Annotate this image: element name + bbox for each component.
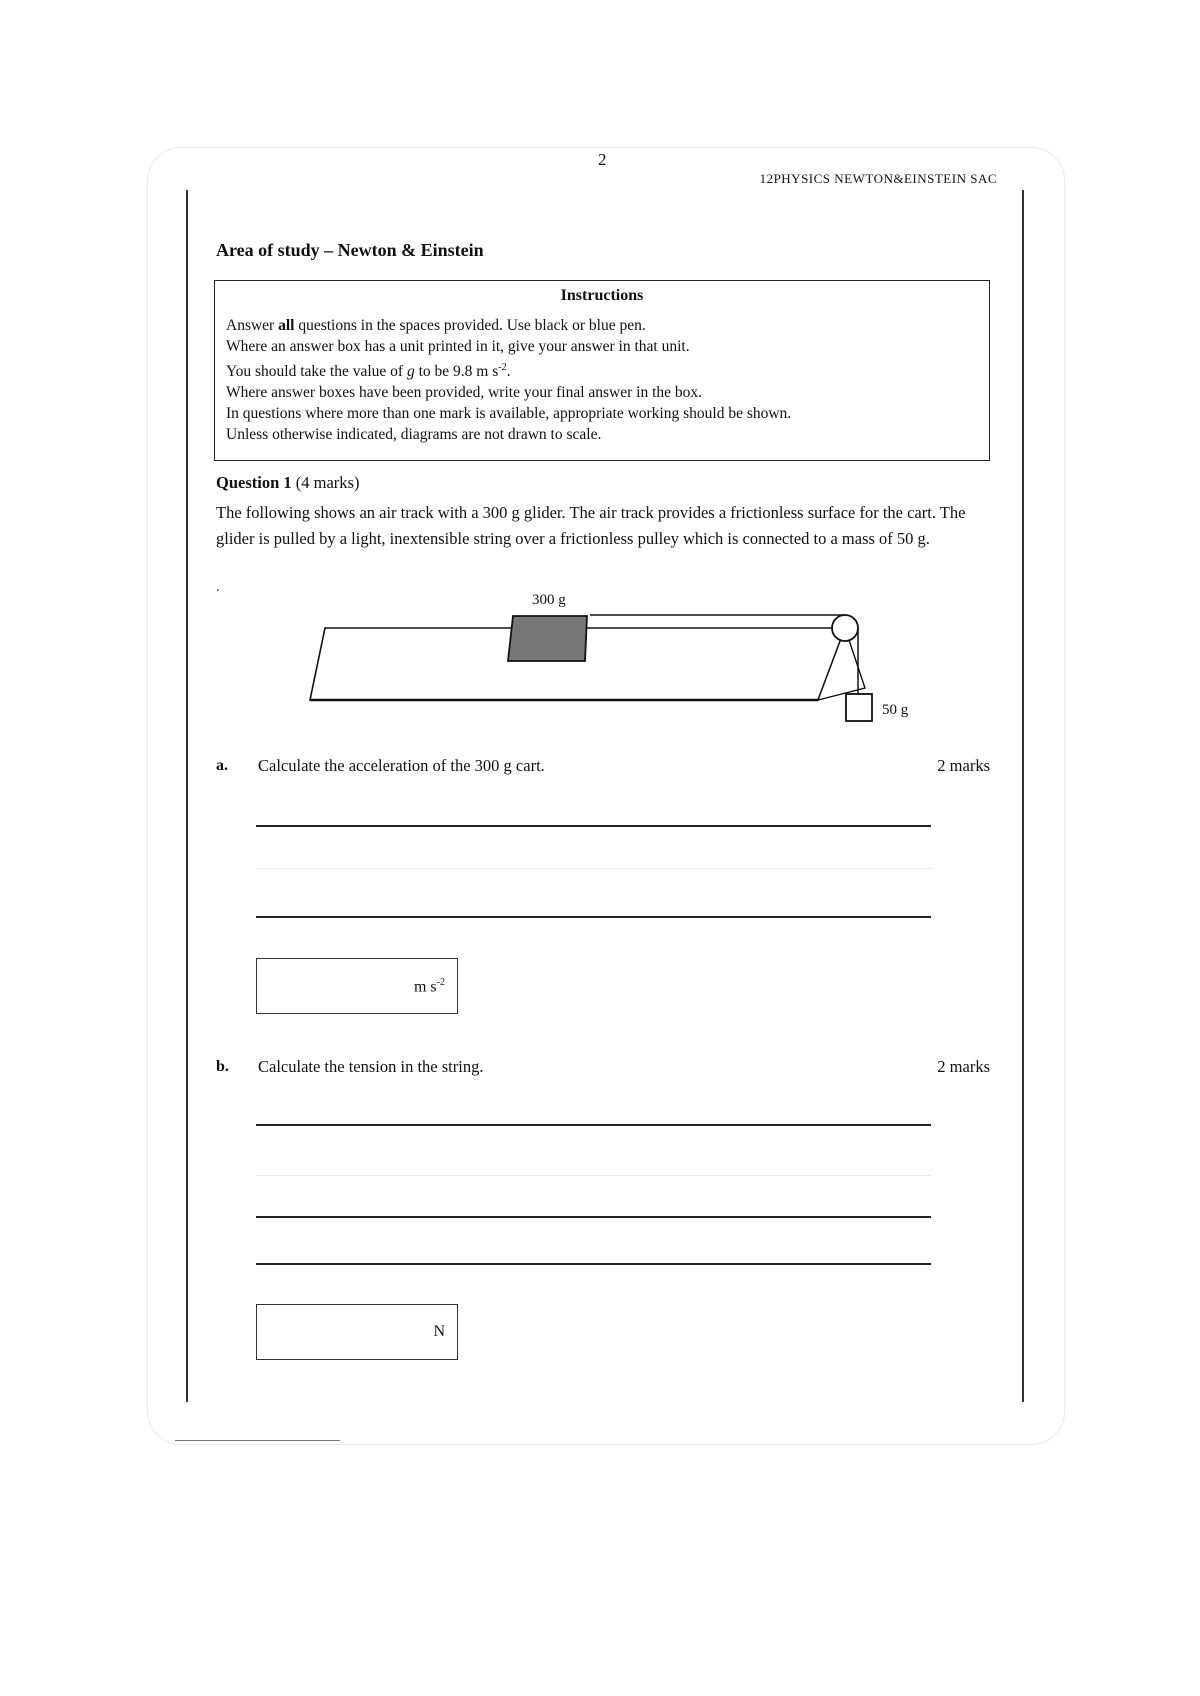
part-b-marks: 2 marks — [937, 1057, 990, 1076]
part-b-unit: N — [433, 1323, 445, 1340]
pulley — [832, 615, 858, 641]
instruction-line: In questions where more than one mark is available, appropriate working should be shown. — [226, 405, 792, 423]
glider-label: 300 g — [532, 592, 566, 608]
question-1-title: Question 1 (4 marks) — [216, 473, 360, 492]
footer-rule — [175, 1440, 340, 1441]
part-a-unit: m $s^{-2}$ — [413, 977, 445, 996]
answer-line[interactable] — [256, 916, 931, 918]
answer-line[interactable] — [256, 1263, 931, 1265]
part-a-text: Calculate the acceleration of the 300 g cart. — [258, 756, 545, 775]
part-a-letter: a. — [216, 757, 228, 774]
instruction-line: Unless otherwise indicated, diagrams are not drawn to scale. — [226, 426, 602, 444]
instruction-line: Where answer boxes have been provided, write your final answer in the box. — [226, 384, 703, 402]
part-b-letter: b. — [216, 1058, 229, 1075]
answer-line[interactable] — [256, 1124, 931, 1126]
air-track-diagram — [300, 588, 940, 738]
right-margin-rule — [1022, 190, 1024, 1402]
hanging-mass — [846, 694, 872, 721]
stray-mark: . — [216, 580, 220, 595]
instruction-line: You should take the value of g to be 9.8 m $s^{-2}$. — [226, 362, 511, 381]
question-1-text: The following shows an air track with a 300 g glider. The air track provides a frictionless surface for the cart. The glider is pulled by a light, inextensible string over a frictionless pulley which is connected to a mass of 50 g. — [216, 503, 966, 548]
glider — [508, 616, 587, 661]
part-b-text: Calculate the tension in the string. — [258, 1057, 484, 1076]
area-of-study-heading: Area of study – Newton & Einstein — [216, 240, 484, 260]
instructions-box — [214, 280, 990, 461]
instruction-line: Answer all questions in the spaces provided. Use black or blue pen. — [226, 317, 646, 334]
page-number: 2 — [598, 150, 607, 169]
answer-line[interactable] — [256, 1216, 931, 1218]
answer-line-faint[interactable] — [256, 1175, 931, 1176]
hanging-mass-label: 50 g — [882, 702, 909, 718]
left-margin-rule — [186, 190, 188, 1402]
part-a-marks: 2 marks — [937, 756, 990, 775]
instructions-list — [226, 315, 791, 445]
part-b-answer-box[interactable] — [256, 1304, 458, 1360]
instruction-line: Where an answer box has a unit printed in it, give your answer in that unit. — [226, 338, 690, 355]
part-a-answer-box[interactable] — [256, 958, 458, 1014]
answer-line-faint[interactable] — [256, 868, 931, 869]
instructions-title: Instructions — [560, 287, 644, 304]
answer-line[interactable] — [256, 825, 931, 827]
exam-code: 12PHYSICS NEWTON&EINSTEIN SAC — [759, 171, 997, 186]
